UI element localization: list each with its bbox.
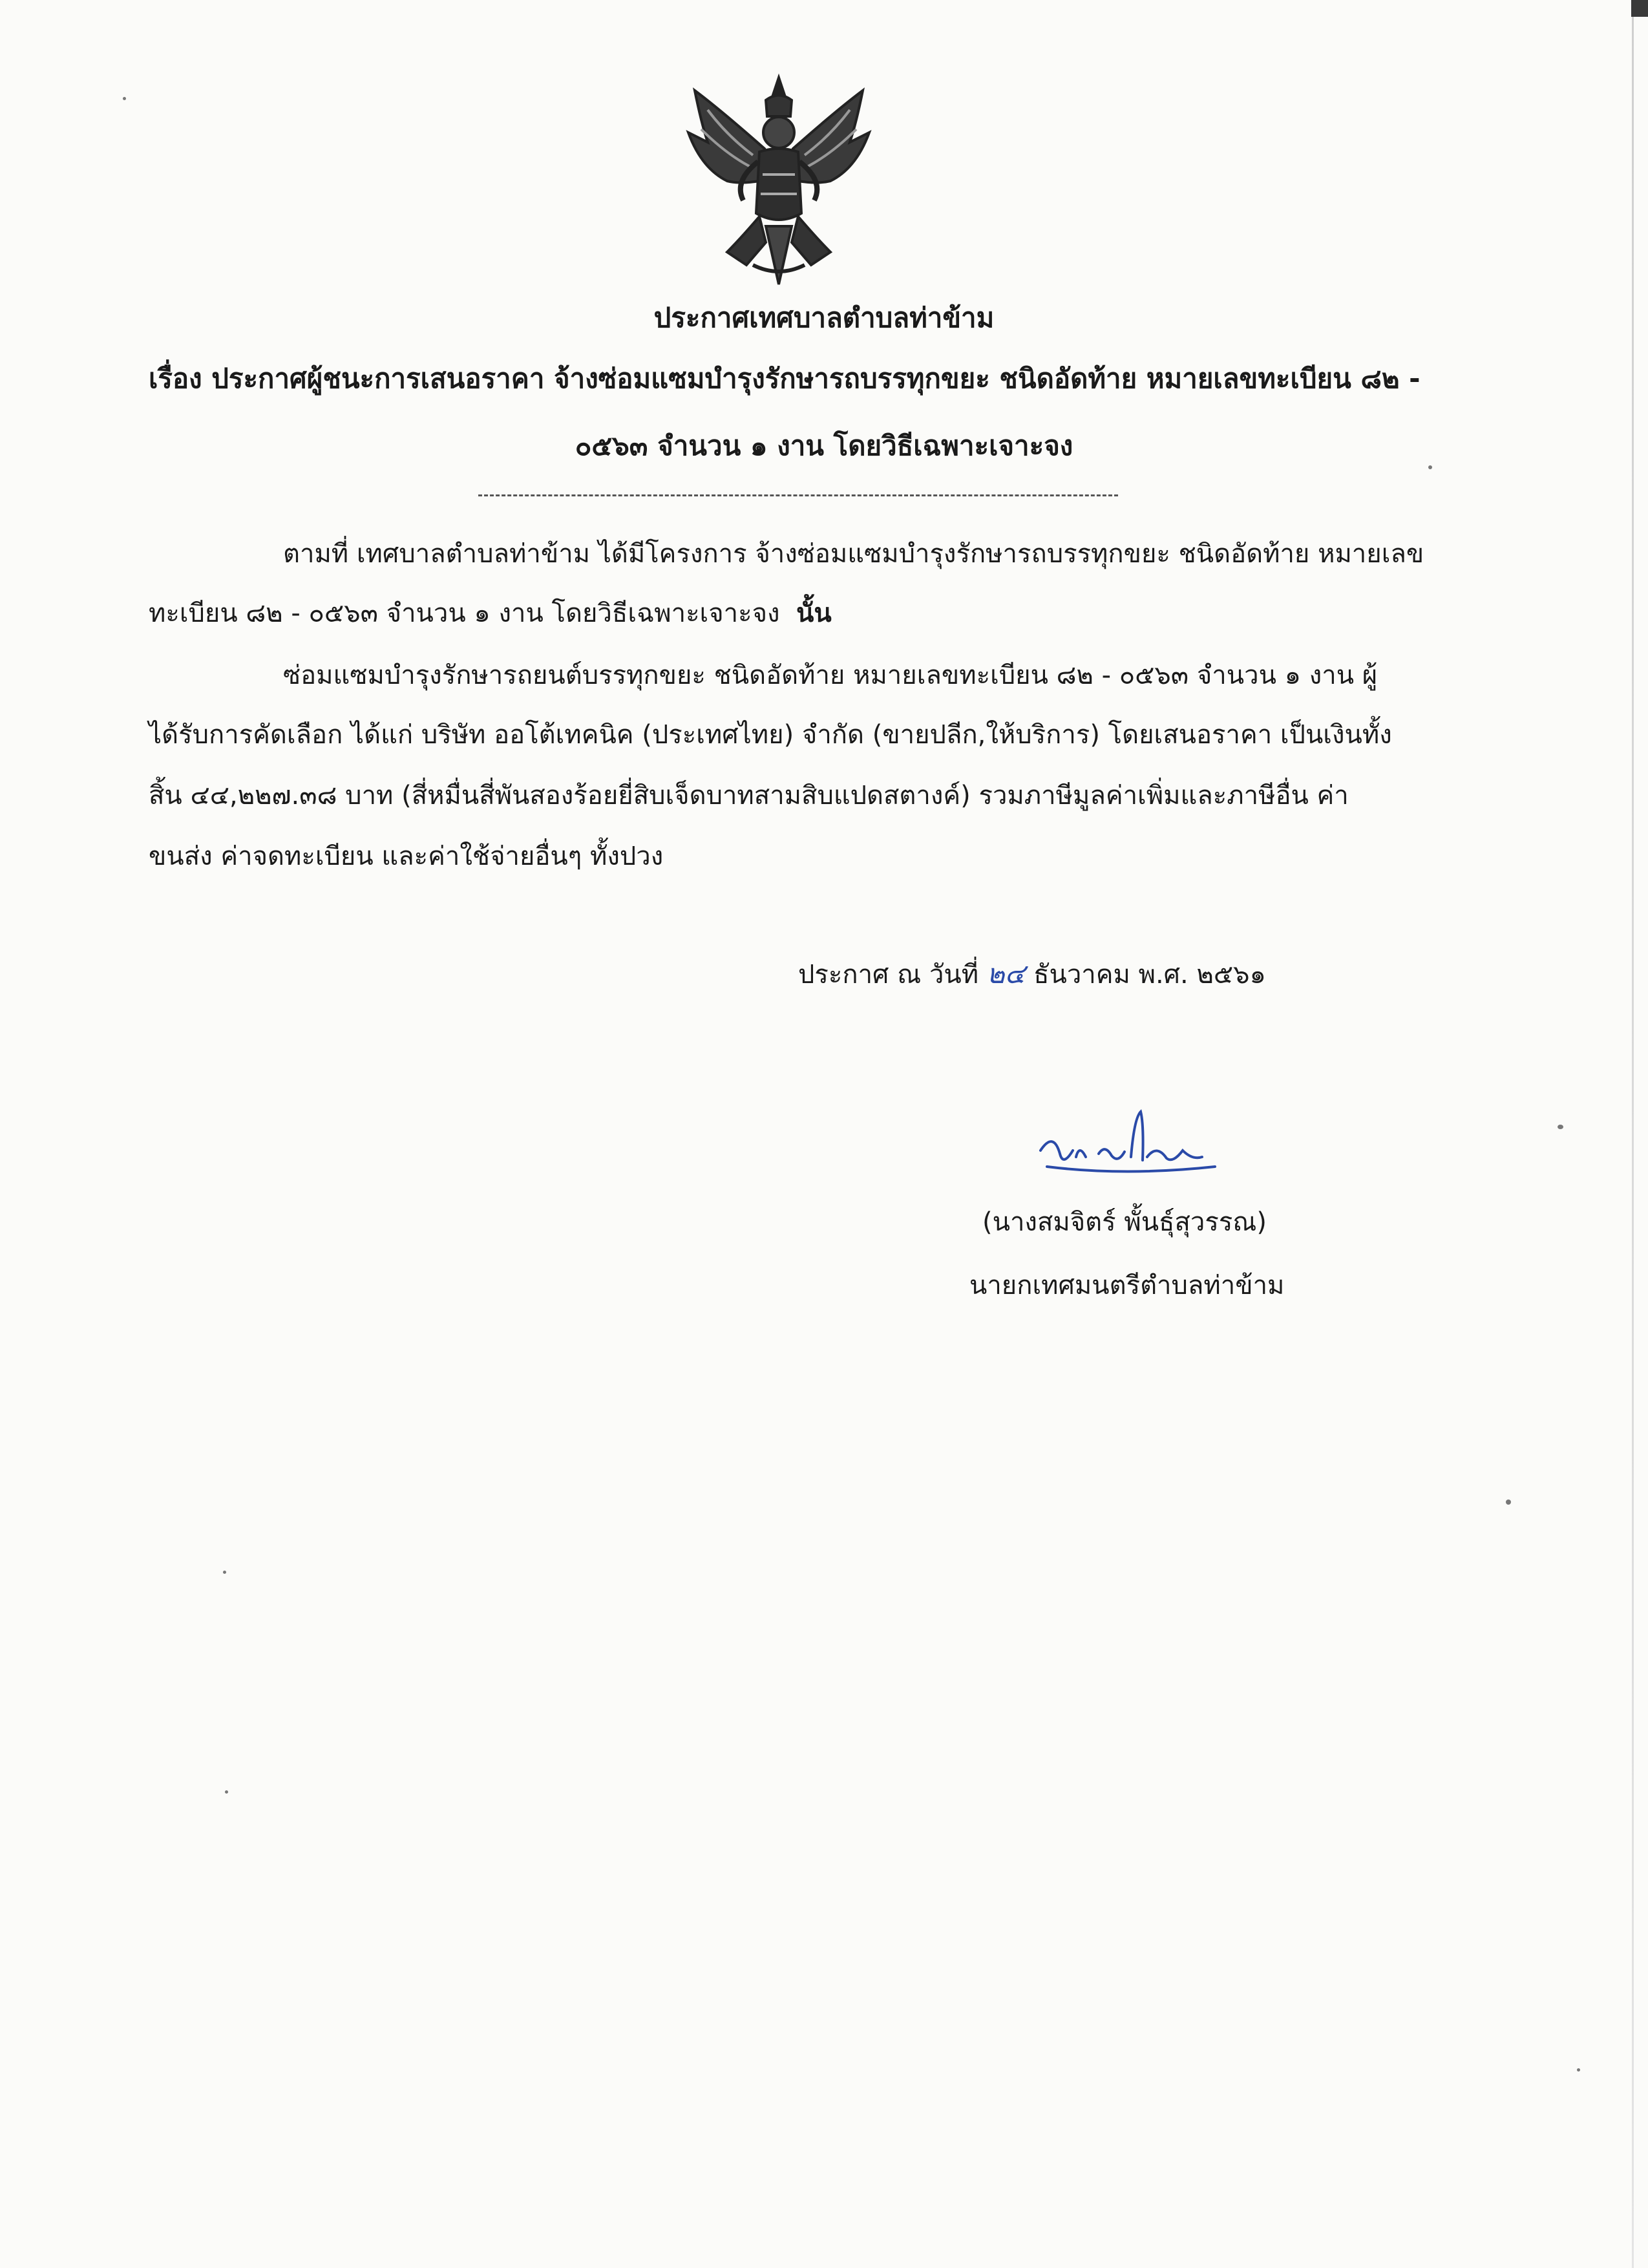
paragraph-1-line-2-text: ทะเบียน ๘๒ - ๐๕๖๓ จำนวน ๑ งาน โดยวิธีเฉพาะเจาะจง bbox=[149, 599, 780, 628]
scan-speck bbox=[223, 1571, 226, 1574]
scan-speck bbox=[1577, 2068, 1580, 2072]
paragraph-2-line-2: ได้รับการคัดเลือก ได้แก่ บริษัท ออโต้เทคนิค (ประเทศไทย) จำกัด (ขายปลีก,ให้บริการ) โดยเสนอราคา เป็นเงินทั้ง bbox=[149, 720, 1392, 750]
divider bbox=[478, 494, 1118, 496]
paragraph-2-line-3: สิ้น ๔๔,๒๒๗.๓๘ บาท (สี่หมื่นสี่พันสองร้อยยี่สิบเจ็ดบาทสามสิบแปดสตางค์) รวมภาษีมูลค่าเพิ่มและภาษีอื่น ค่า bbox=[149, 781, 1349, 811]
scan-edge bbox=[1632, 0, 1634, 2268]
paragraph-2-line-4: ขนส่ง ค่าจดทะเบียน และค่าใช้จ่ายอื่นๆ ทั้งปวง bbox=[149, 842, 664, 871]
paragraph-1-line-1: ตามที่ เทศบาลตำบลท่าข้าม ได้มีโครงการ จ้างซ่อมแซมบำรุงรักษารถบรรทุกขยะ ชนิดอัดท้าย หมายเลข bbox=[283, 539, 1424, 569]
date-suffix: ธันวาคม พ.ศ. ๒๕๖๑ bbox=[1033, 960, 1266, 990]
paragraph-2-line-1: ซ่อมแซมบำรุงรักษารถยนต์บรรทุกขยะ ชนิดอัดท้าย หมายเลขทะเบียน ๘๒ - ๐๕๖๓ จำนวน ๑ งาน ผู้ bbox=[283, 661, 1378, 690]
scan-speck bbox=[123, 97, 126, 100]
scan-speck bbox=[1428, 465, 1432, 469]
date-day-handwritten: ๒๔ bbox=[986, 958, 1026, 990]
announcement-date bbox=[798, 955, 1266, 993]
date-prefix: ประกาศ ณ วันที่ bbox=[798, 960, 979, 990]
signature-icon bbox=[1028, 1105, 1260, 1196]
scan-speck bbox=[225, 1790, 228, 1794]
signer-name: (นางสมจิตร์ พั้นธุ์สุวรรณ) bbox=[982, 1207, 1267, 1237]
subject-line-2: ๐๕๖๓ จำนวน ๑ งาน โดยวิธีเฉพาะเจาะจง bbox=[575, 430, 1073, 461]
scan-corner bbox=[1631, 0, 1648, 17]
scan-speck bbox=[1506, 1500, 1511, 1505]
garuda-emblem-icon bbox=[682, 71, 876, 291]
scan-speck bbox=[1558, 1125, 1563, 1129]
subject-line-1: เรื่อง ประกาศผู้ชนะการเสนอราคา จ้างซ่อมแซมบำรุงรักษารถบรรทุกขยะ ชนิดอัดท้าย หมายเลขทะเบียน ๘๒ - bbox=[149, 363, 1421, 394]
paragraph-1-line-2 bbox=[149, 595, 832, 632]
paragraph-1-end: นั้น bbox=[796, 599, 832, 628]
agency-heading: ประกาศเทศบาลตำบลท่าข้าม bbox=[653, 302, 995, 334]
signer-position: นายกเทศมนตรีตำบลท่าข้าม bbox=[969, 1271, 1285, 1300]
